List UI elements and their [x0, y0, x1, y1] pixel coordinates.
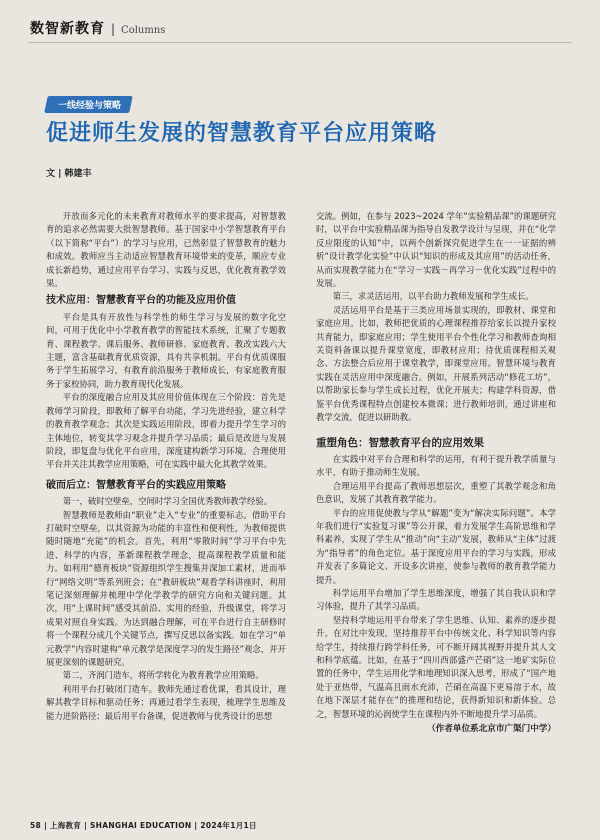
body-paragraph: 平台是具有开放性与科学性的师生学习与发展的数字化空间，可用于优化中小学教育教学的智能技术系统，汇聚了专题教育、课程教学、课后服务、教师研修、家庭教育、教改实践六大主题，富含基础教育优质资源，具有共享机制。平台有优质课服务于学生拓展学习，有教育前沿服务于教师成长，有家庭教育服务于家校协同，助力教育现代化发展。 [46, 311, 286, 389]
right-column [316, 210, 556, 736]
header-separator: | [111, 22, 116, 36]
page-header [30, 18, 165, 38]
author-affiliation: （作者单位系北京市广渠门中学） [427, 724, 556, 735]
article-author: 文 | 韩建丰 [46, 169, 92, 179]
body-paragraph: 第一，破时空壁垒，空间时学习全国优秀教师教学经验。 [62, 496, 273, 507]
body-paragraph: 第三，求灵活运用，以平台助力教师发展和学生成长。 [332, 291, 534, 302]
body-paragraph: 灵活运用平台是基于三类应用场景实现的，即教材、课堂和家庭应用。比如，教师把优质的心理课程推荐给家长以提升家校共育能力，即家庭应用；学生使用平台个性化学习和教师查询相关资料备课以提升课堂宽度，即教材应用；待优质课程相关观念、方法整合后应用于课堂教学，即课堂应用。智慧环境与教育实践在灵活应用中深度融合。例如，开展系列活动“修花工坊”，以帮助家长参与学生成长过程，优化开展夫；构建学科资源，借鉴平台优秀课程特点创建校本微课；进行教师培训，通过讲座和教学交流，促进以研助教。 [316, 304, 556, 423]
body-paragraph: 在实践中对平台合理和科学的运用，有利于提升教学质量与水平，有助于推动师生发展。 [316, 453, 556, 478]
category-tag [44, 96, 133, 113]
article-title: 促进师生发展的智慧教育平台应用策略 [46, 121, 438, 146]
page-footer: 58 | 上海教育 | SHANGHAI EDUCATION | 2024年1月1日 [30, 821, 257, 830]
section-heading: 技术应用：智慧教育平台的功能及应用价值 [46, 295, 236, 307]
body-paragraph: 平台的应用促使教与学从“解题”变为“解决实际问题”。本学年我们进行“实验复习课”等公开课，着力发展学生高阶思维和学科素养，实现了学生从“推动”向“主动”发展，教师从“主体”过渡为“指导者”的角色定位。基于深度应用平台的学习与实践，形成并发表了多篇论文、开设多次讲座，使参与教师的教育教学能力提升。 [316, 507, 556, 585]
section-name: 数智新教育 [30, 21, 105, 37]
section-heading: 破而后立：智慧教育平台的实践应用策略 [46, 479, 226, 491]
category-tag-label: 一线经验与策略 [58, 101, 122, 111]
body-paragraph: 第二，齐润门造车，将所学转化为教育教学应用策略。 [62, 670, 264, 681]
columns-label: Columns [121, 25, 166, 36]
header-divider [28, 42, 572, 43]
intro-paragraph: 开放而多元化的未来教育对教师水平的要求提高，对智慧教育的追求必然需要大批智慧教师。基于国家中小学智慧教育平台（以下简称“平台”）的学习与应用，已然彰显了智慧教育的魅力和成效。教师应当主动适应智慧教育环境带来的变革，顺应专业成长新趋势，通过应用平台学习、实践与反思，优化教育教学效果。 [46, 211, 286, 289]
body-paragraph: 智慧教师是教师由“职业”走入“专业”的重要标志。借助平台打破时空壁垒，以其资源为功能的丰富性和便利性，为教师提供随时随地“充能”的机会。首先，利用“零散时间”学习平台中先进、科学的内容，革新课程教学理念，提高课程教学质量和能力。如利用“德育板块”资源组织学生搜集并深加工素材，进而举行“网络文明”等系列班会；在“教研板块”观看学科讲座时，利用笔记深刻理解并梳理中学化学教学的研究方向和关键问题。其次，用“上课时间”感受其前沿、实用的经验，升级课堂，将学习成果对照自身实践。为达到融合理解，可在平台进行自主研修时将一个课程分成几个关键节点，撰写反思以备实践。如在学习“单元教学”内容时建构“单元教学是深度学习的发生路径”观念，并开展更深刻的课题研究。 [46, 509, 286, 667]
body-paragraph: 利用平台打破闭门造车。教师先通过看优课，看其设计，理解其教学目标和驱动任务；再通过看学生表现，梳理学生思维及能力进阶路径；最后用平台备课，促进教师与优秀设计的思想 [46, 683, 286, 721]
body-paragraph: 坚持科学地运用平台带来了学生思维、认知、素养的逐步提升。在对比中发现，坚持推荐平台中传统文化、科学知识等内容给学生，持续推行跨学科任务，可不断开阔其视野并提升其人文和科学底蕴。比如，在基于“四川西部盛产芒硝”这一地矿实际位置的任务中，学生运用化学和地理知识深入思考，形成了“国产地处于亚热带，气温高且雨水充沛，芒硝在高温下更易溶于水，故在地下深层才能存在”的推理和结论，获得新知识和新体验。总之，智慧环境的沁润使学生在课程内外不断地提升学习品质。 [316, 614, 556, 719]
left-column [46, 210, 286, 723]
section-heading: 重塑角色：智慧教育平台的应用效果 [316, 436, 484, 449]
body-paragraph: 平台的深度融合应用及其应用价值体现在三个阶段：首先是教师学习阶段，即教师了解平台功能，学习先进经验，建立科学的教育教学观念；其次是实践运用阶段，即着力提升学生学习的主体地位，转变其学习观念并提升学习品质；最后是改进与发展阶段，即复盘与优化平台应用，深度建构新学习环境。合理使用平台并关注其教学应用策略，可在实践中最大化其教学效果。 [46, 392, 286, 470]
body-paragraph: 交流。例如，在参与 2023~2024 学年“实验精品课”的课题研究时，以平台中实验精品课为指导自发教学设计与呈现，并在“化学反应限度的认知”中，以两个创新探究促进学生在一一证据的辨析“设计教学化实验”中认识“知识的形成及其应用”的活动任务，从而实现教学能力在“学习－实践－再学习－优化实践”过程中的发展。 [316, 211, 556, 289]
body-paragraph: 科学运用平台增加了学生思维深度，增强了其自我认识和学习体验，提升了其学习品质。 [316, 587, 556, 612]
body-paragraph: 合理运用平台提高了教师思想层次，重塑了其教学观念和角色意识，发展了其教育教学能力。 [316, 480, 556, 505]
